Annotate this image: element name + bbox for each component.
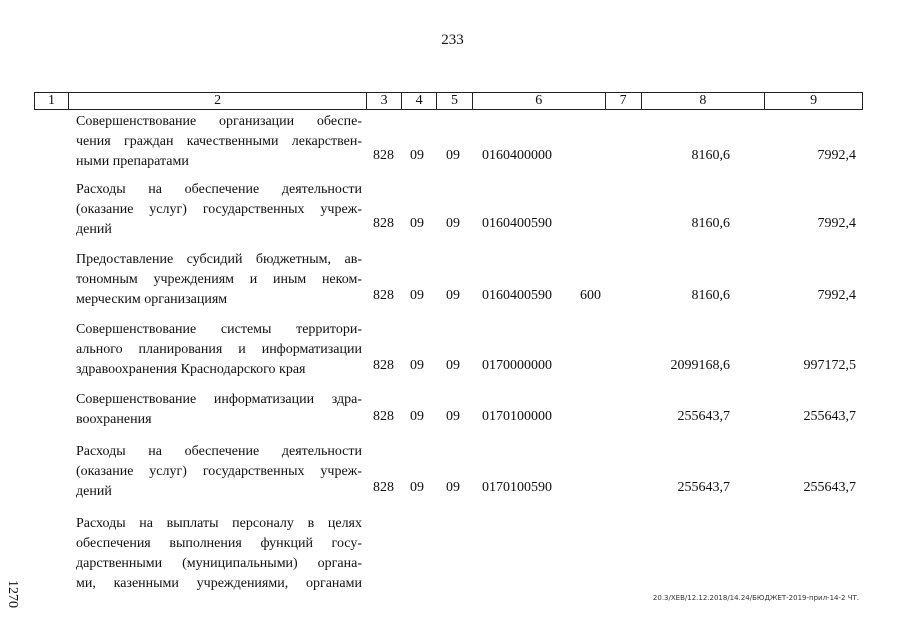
cell-target-article: 0160400590: [482, 288, 552, 303]
row-name-line: тономным учреждениям и иным неком-: [76, 272, 362, 287]
cell-section: 09: [410, 480, 424, 495]
row-name-line: ального планирования и информатизации: [76, 342, 362, 357]
cell-ministry: 828: [373, 216, 394, 231]
cell-target-article: 0170100000: [482, 409, 552, 424]
cell-ministry: 828: [373, 358, 394, 373]
cell-section: 09: [410, 409, 424, 424]
cell-ministry: 828: [373, 148, 394, 163]
cell-target-article: 0160400590: [482, 216, 552, 231]
cell-amount-2: 997172,5: [803, 358, 856, 373]
cell-target-article: 0170000000: [482, 358, 552, 373]
row-name-line: Совершенствование информатизации здра-: [76, 392, 362, 407]
cell-target-article: 0170100590: [482, 480, 552, 495]
row-name-line: дений: [76, 222, 112, 237]
cell-section: 09: [410, 288, 424, 303]
cell-expense-type: 600: [580, 288, 601, 303]
row-name-line: мерческим организациям: [76, 292, 228, 307]
row-name: [76, 390, 362, 430]
cell-section: 09: [410, 148, 424, 163]
footer-document-code: 20.3/ХЕВ/12.12.2018/14.24/БЮДЖЕТ-2019-прил-14-2 ЧТ.: [652, 594, 859, 602]
cell-subsection: 09: [446, 216, 460, 231]
row-name: [76, 250, 362, 310]
row-name-line: Расходы на обеспечение деятельности: [76, 444, 362, 459]
row-name-line: обеспечения выполнения функций госу-: [76, 536, 362, 551]
header-col-5: 5: [437, 93, 473, 109]
header-col-2: 2: [69, 93, 367, 109]
cell-ministry: 828: [373, 409, 394, 424]
cell-amount-2: 7992,4: [817, 288, 856, 303]
header-col-1: 1: [35, 93, 69, 109]
row-name-line: воохранения: [76, 412, 152, 427]
cell-amount-1: 8160,6: [691, 288, 730, 303]
row-name-line: дарственными (муниципальными) органа-: [76, 556, 362, 571]
cell-ministry: 828: [373, 288, 394, 303]
cell-amount-2: 255643,7: [803, 480, 856, 495]
header-col-6: 6: [473, 93, 606, 109]
row-name: [76, 180, 362, 240]
cell-amount-2: 255643,7: [803, 409, 856, 424]
row-name-line: здравоохранения Краснодарского края: [76, 362, 306, 377]
row-name-line: дений: [76, 484, 112, 499]
page-number: 233: [441, 32, 464, 48]
header-col-3: 3: [367, 93, 402, 109]
row-name-line: (оказание услуг) государственных учреж-: [76, 464, 362, 479]
cell-subsection: 09: [446, 288, 460, 303]
cell-amount-1: 8160,6: [691, 216, 730, 231]
table-header-row: [34, 92, 863, 110]
header-col-7: 7: [606, 93, 642, 109]
cell-amount-2: 7992,4: [817, 148, 856, 163]
margin-page-number: 1270: [5, 580, 20, 608]
cell-subsection: 09: [446, 358, 460, 373]
row-name-line: Предоставление субсидий бюджетным, ав-: [76, 252, 362, 267]
cell-amount-2: 7992,4: [817, 216, 856, 231]
header-col-4: 4: [402, 93, 437, 109]
header-col-9: 9: [810, 93, 818, 108]
cell-subsection: 09: [446, 409, 460, 424]
row-name-line: Расходы на выплаты персоналу в целях: [76, 516, 362, 531]
cell-amount-1: 2099168,6: [670, 358, 730, 373]
row-name: [76, 112, 362, 172]
cell-section: 09: [410, 216, 424, 231]
cell-target-article: 0160400000: [482, 148, 552, 163]
header-col-8: 8: [642, 93, 766, 109]
row-name-line: Совершенствование организации обеспе-: [76, 114, 362, 129]
cell-ministry: 828: [373, 480, 394, 495]
row-name-line: (оказание услуг) государственных учреж-: [76, 202, 362, 217]
cell-section: 09: [410, 358, 424, 373]
cell-subsection: 09: [446, 148, 460, 163]
cell-amount-1: 255643,7: [677, 480, 730, 495]
row-name: [76, 514, 362, 594]
row-name: [76, 442, 362, 502]
cell-amount-1: 255643,7: [677, 409, 730, 424]
row-name-line: ми, казенными учреждениями, органами: [76, 576, 362, 591]
cell-amount-1: 8160,6: [691, 148, 730, 163]
row-name-line: чения граждан качественными лекарствен-: [76, 134, 362, 149]
row-name-line: Совершенствование системы территори-: [76, 322, 362, 337]
row-name: [76, 320, 362, 380]
row-name-line: Расходы на обеспечение деятельности: [76, 182, 362, 197]
cell-subsection: 09: [446, 480, 460, 495]
row-name-line: ными препаратами: [76, 154, 189, 169]
